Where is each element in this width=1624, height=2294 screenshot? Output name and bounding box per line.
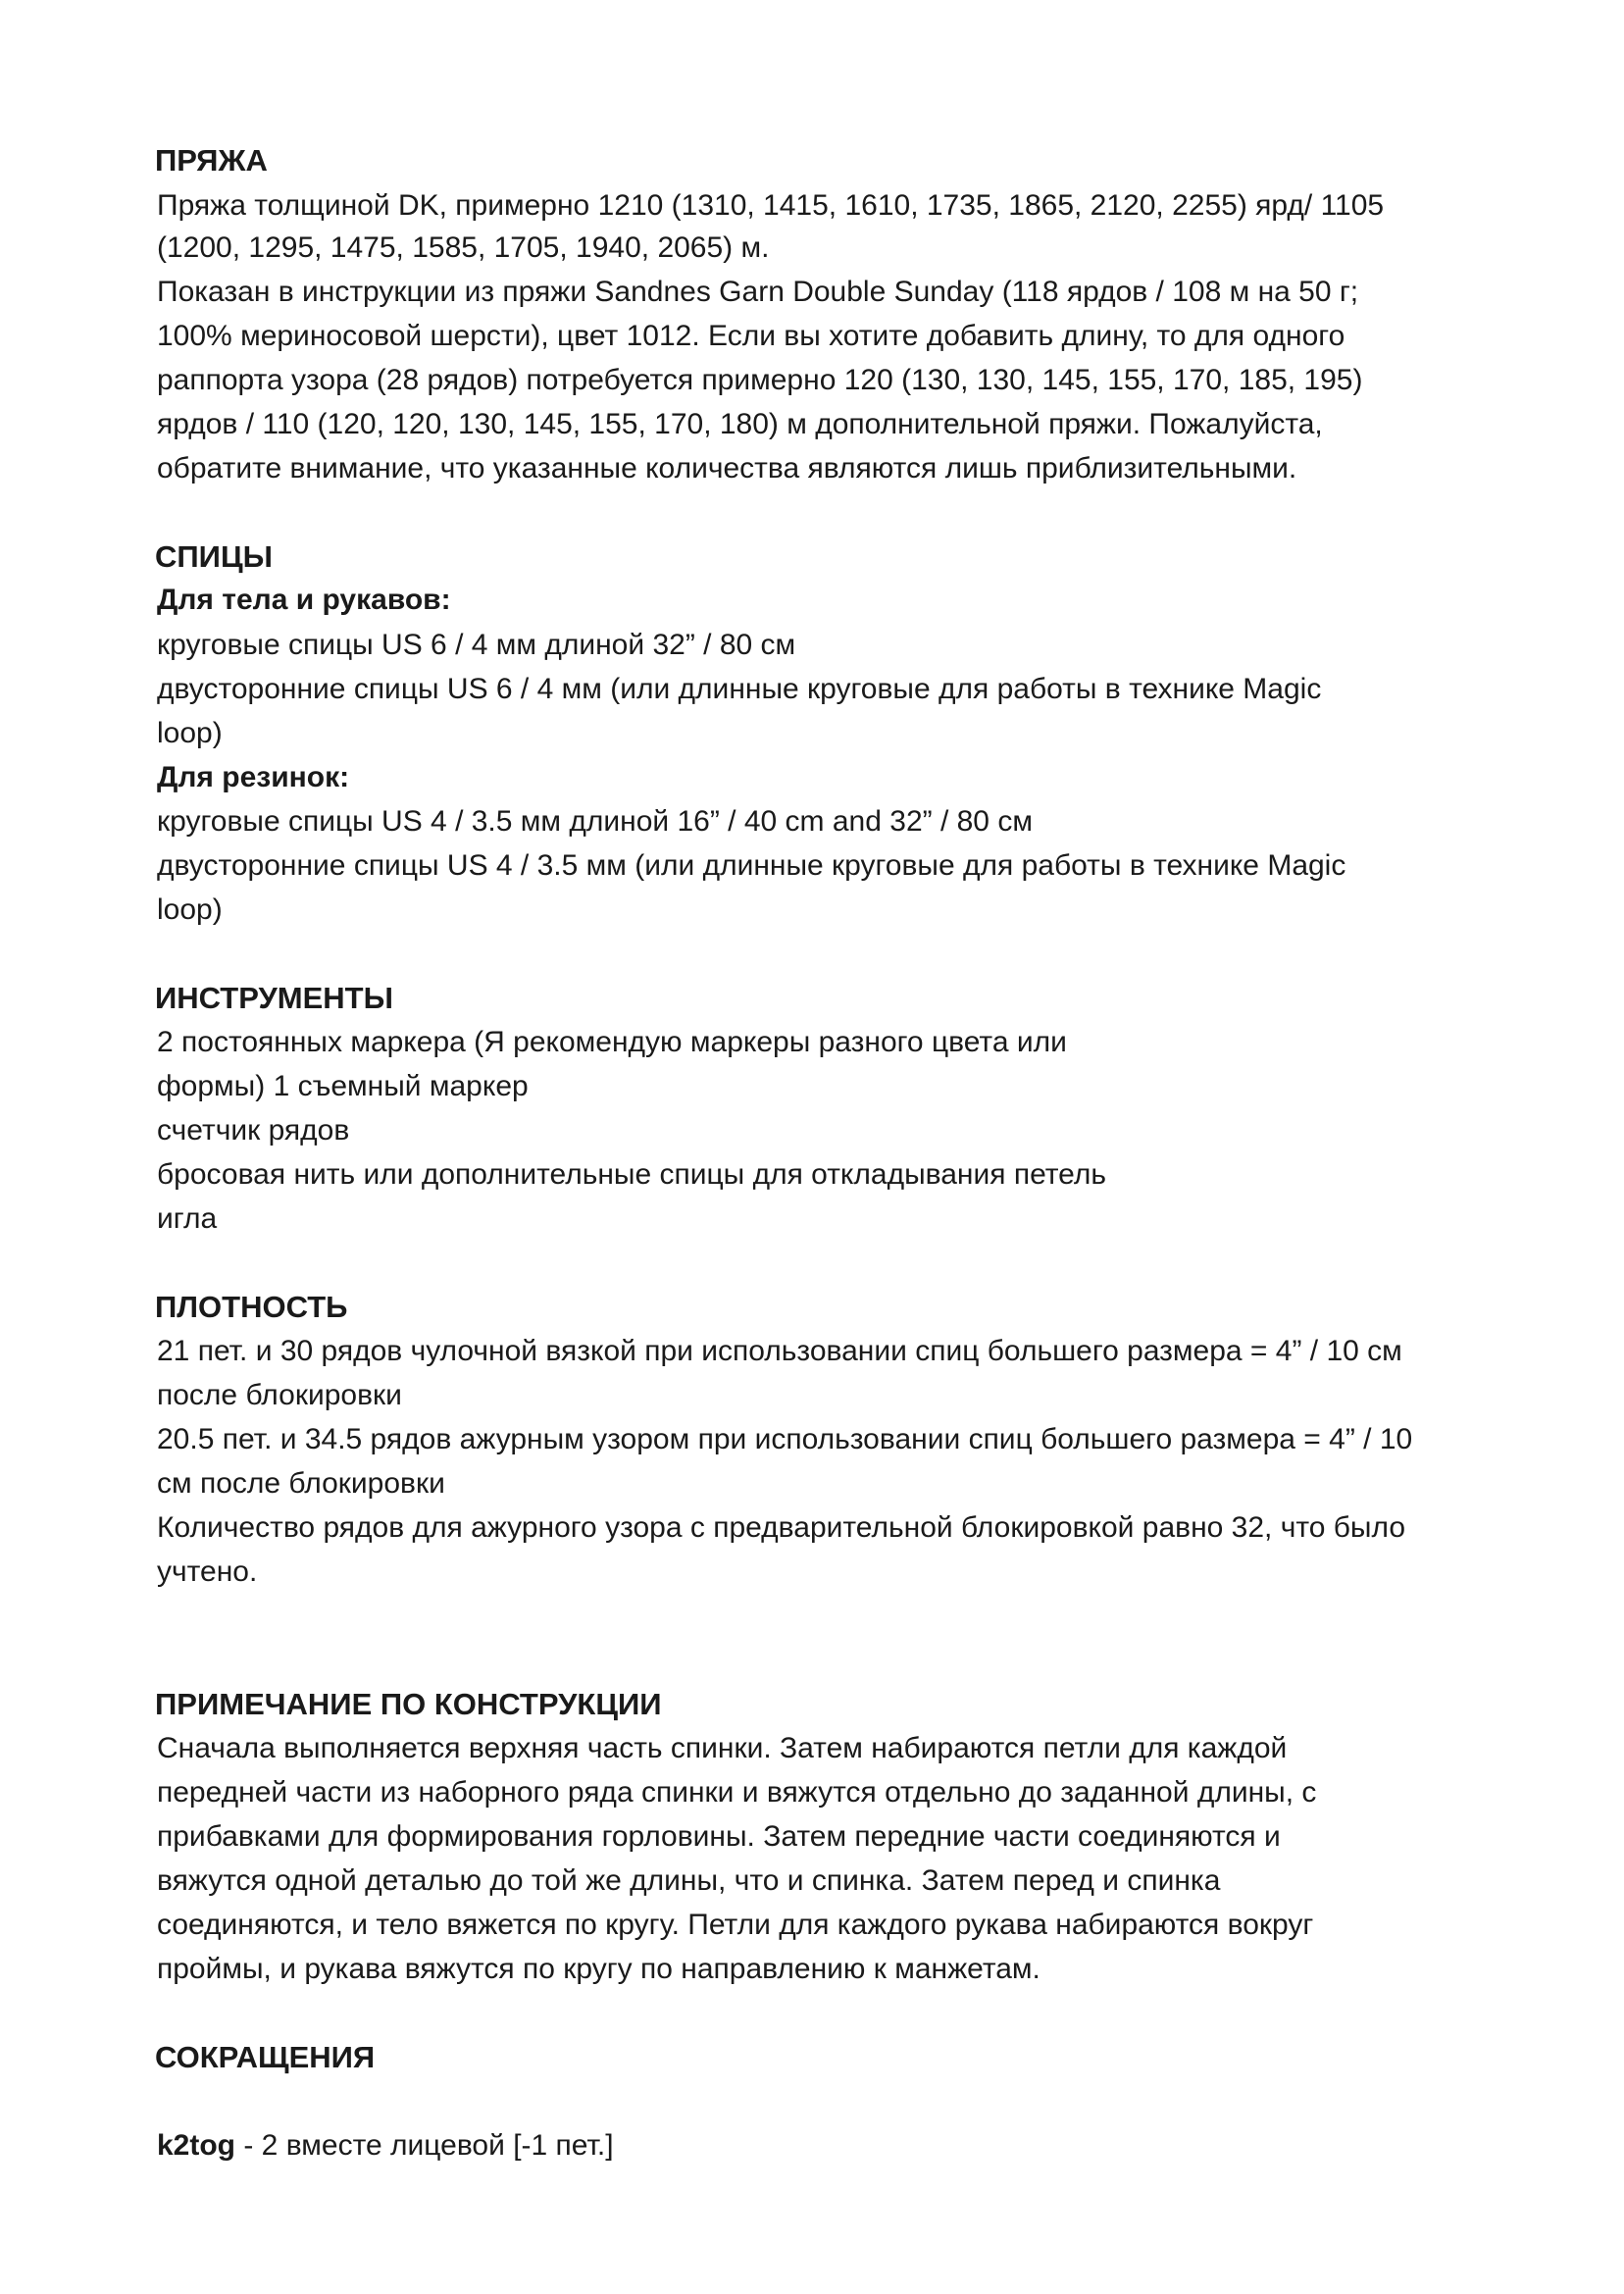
tools-line: счетчик рядов [157, 1114, 350, 1147]
needles-rib-label: Для резинок: [157, 761, 350, 793]
needles-rib-line: двусторонние спицы US 4 / 3.5 мм (или длинные круговые для работы в технике Magic [157, 849, 1346, 882]
abbreviations-heading: СОКРАЩЕНИЯ [155, 2040, 376, 2074]
needles-heading: СПИЦЫ [155, 539, 273, 574]
tools-heading: ИНСТРУМЕНТЫ [155, 981, 393, 1015]
needles-body-line: loop) [157, 717, 223, 749]
yarn-line: ярдов / 110 (120, 120, 130, 145, 155, 170, 180) м дополнительной пряжи. Пожалуйста, [157, 408, 1323, 440]
gauge-line: учтено. [157, 1555, 258, 1588]
needles-rib-line: круговые спицы US 4 / 3.5 мм длиной 16” / 40 cm and 32” / 80 см [157, 805, 1033, 838]
yarn-line: (1200, 1295, 1475, 1585, 1705, 1940, 2065) м. [157, 231, 770, 264]
needles-rib-line: loop) [157, 893, 223, 926]
needles-body-line: круговые спицы US 6 / 4 мм длиной 32” / 80 см [157, 629, 796, 661]
gauge-line: 21 пет. и 30 рядов чулочной вязкой при использовании спиц большего размера = 4” / 10 см [157, 1335, 1402, 1367]
tools-line: формы) 1 съемный маркер [157, 1070, 529, 1102]
gauge-heading: ПЛОТНОСТЬ [155, 1290, 348, 1324]
yarn-line: Показан в инструкции из пряжи Sandnes Garn Double Sunday (118 ярдов / 108 м на 50 г; [157, 276, 1359, 308]
yarn-line: Пряжа толщиной DK, примерно 1210 (1310, 1415, 1610, 1735, 1865, 2120, 2255) ярд/ 1105 [157, 189, 1385, 222]
gauge-line: 20.5 пет. и 34.5 рядов ажурным узором при использовании спиц большего размера = 4” / 10 [157, 1423, 1413, 1455]
yarn-line: 100% мериносовой шерсти), цвет 1012. Если вы хотите добавить длину, то для одного [157, 320, 1345, 352]
yarn-heading: ПРЯЖА [155, 143, 268, 178]
construction-line: вяжутся одной деталью до той же длины, что и спинка. Затем перед и спинка [157, 1864, 1221, 1897]
gauge-line: см после блокировки [157, 1467, 445, 1500]
construction-line: проймы, и рукава вяжутся по кругу по направлению к манжетам. [157, 1953, 1040, 1985]
tools-line: бросовая нить или дополнительные спицы для откладывания петель [157, 1158, 1106, 1191]
construction-line: Сначала выполняется верхняя часть спинки. Затем набираются петли для каждой [157, 1732, 1288, 1764]
yarn-line: обратите внимание, что указанные количества являются лишь приблизительными. [157, 452, 1297, 484]
tools-line: 2 постоянных маркера (Я рекомендую маркеры разного цвета или [157, 1026, 1067, 1058]
needles-body-line: двусторонние спицы US 6 / 4 мм (или длинные круговые для работы в технике Magic [157, 673, 1322, 705]
construction-line: соединяются, и тело вяжется по кругу. Петли для каждого рукава набираются вокруг [157, 1909, 1314, 1941]
construction-line: передней части из наборного ряда спинки и вяжутся отдельно до заданной длины, с [157, 1776, 1317, 1809]
needles-body-label: Для тела и рукавов: [157, 584, 451, 616]
tools-line: игла [157, 1202, 218, 1235]
gauge-line: Количество рядов для ажурного узора с предварительной блокировкой равно 32, что было [157, 1511, 1406, 1544]
abbreviation-item [157, 2126, 614, 2166]
yarn-line: раппорта узора (28 рядов) потребуется примерно 120 (130, 130, 145, 155, 170, 185, 195) [157, 364, 1363, 396]
abbreviation-definition: - 2 вместе лицевой [-1 пет.] [235, 2129, 614, 2162]
gauge-line: после блокировки [157, 1379, 402, 1411]
construction-heading: ПРИМЕЧАНИЕ ПО КОНСТРУКЦИИ [155, 1687, 662, 1721]
construction-line: прибавками для формирования горловины. Затем передние части соединяются и [157, 1820, 1281, 1853]
abbreviation-term: k2tog [157, 2129, 236, 2162]
